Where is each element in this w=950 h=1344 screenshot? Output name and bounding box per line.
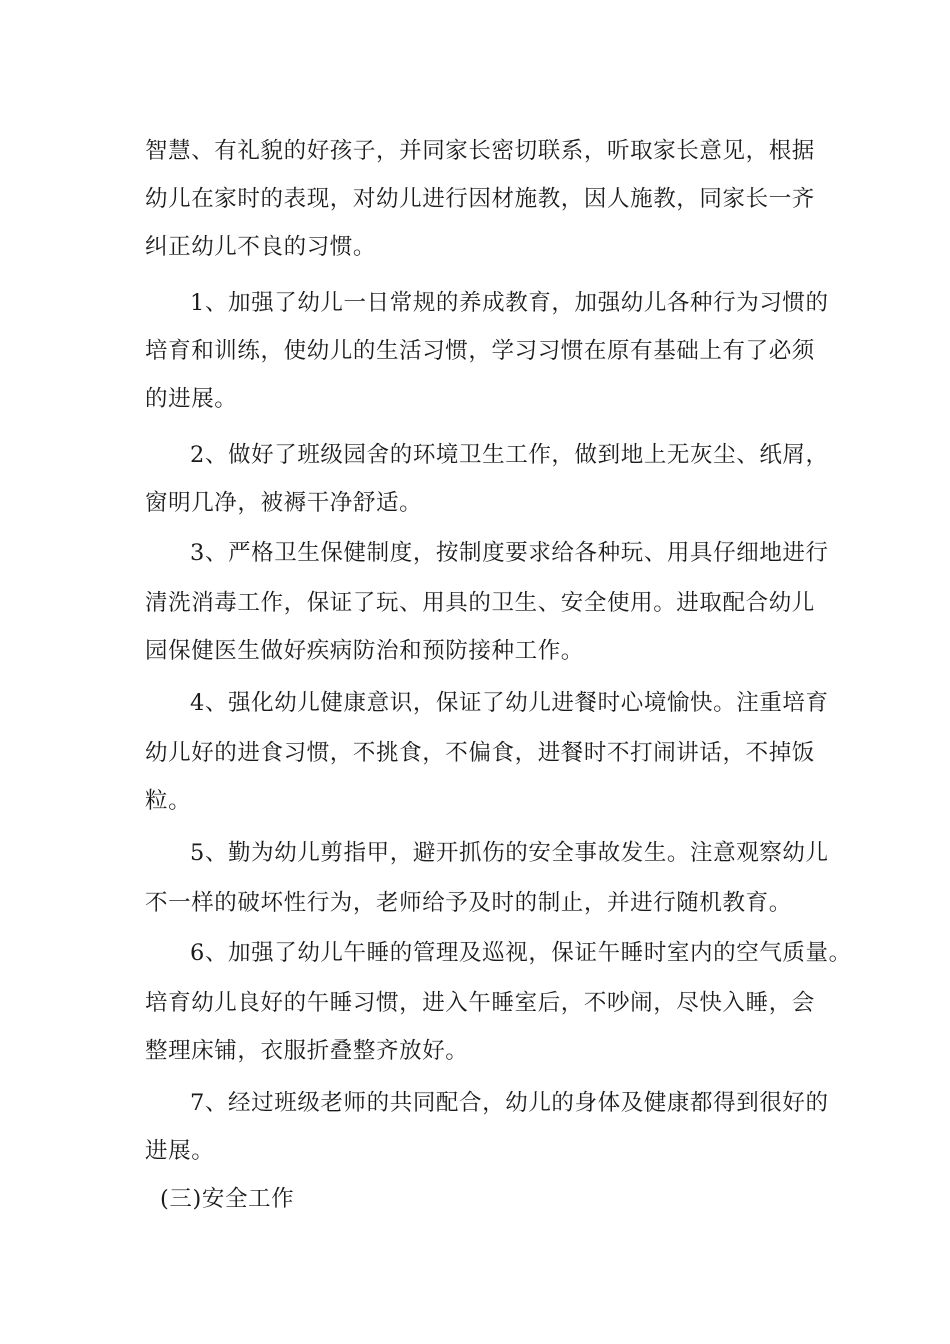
item-4-line: 粒。 <box>145 788 192 814</box>
paragraph-line: 幼儿在家时的表现，对幼儿进行因材施教，因人施教，同家长一齐 <box>145 186 815 212</box>
item-3-line: 3、严格卫生保健制度，按制度要求给各种玩、用具仔细地进行 <box>190 540 829 566</box>
item-2-line: 窗明几净，被褥干净舒适。 <box>145 490 423 516</box>
item-1-line: 培育和训练，使幼儿的生活习惯，学习习惯在原有基础上有了必须 <box>145 338 815 364</box>
item-1-line: 的进展。 <box>145 386 238 412</box>
item-4-line: 4、强化幼儿健康意识，保证了幼儿进餐时心境愉快。注重培育 <box>190 690 829 716</box>
item-6-line: 整理床铺，衣服折叠整齐放好。 <box>145 1038 469 1064</box>
item-7-line: 进展。 <box>145 1138 215 1164</box>
item-5-line: 5、勤为幼儿剪指甲，避开抓伤的安全事故发生。注意观察幼儿 <box>190 840 829 866</box>
item-1-line: 1、加强了幼儿一日常规的养成教育，加强幼儿各种行为习惯的 <box>190 290 829 316</box>
section-heading: (三)安全工作 <box>160 1186 295 1212</box>
item-3-line: 清洗消毒工作，保证了玩、用具的卫生、安全使用。进取配合幼儿 <box>145 590 815 616</box>
item-6-line: 6、加强了幼儿午睡的管理及巡视，保证午睡时室内的空气质量。 <box>190 940 852 966</box>
item-3-line: 园保健医生做好疾病防治和预防接种工作。 <box>145 638 584 664</box>
item-4-line: 幼儿好的进食习惯，不挑食，不偏食，进餐时不打闹讲话，不掉饭 <box>145 740 815 766</box>
paragraph-line: 智慧、有礼貌的好孩子，并同家长密切联系，听取家长意见，根据 <box>145 138 815 164</box>
item-5-line: 不一样的破坏性行为，老师给予及时的制止，并进行随机教育。 <box>145 890 792 916</box>
paragraph-line: 纠正幼儿不良的习惯。 <box>145 234 377 260</box>
item-7-line: 7、经过班级老师的共同配合，幼儿的身体及健康都得到很好的 <box>190 1090 829 1116</box>
item-6-line: 培育幼儿良好的午睡习惯，进入午睡室后，不吵闹，尽快入睡，会 <box>145 990 815 1016</box>
item-2-line: 2、做好了班级园舍的环境卫生工作，做到地上无灰尘、纸屑， <box>190 442 829 468</box>
